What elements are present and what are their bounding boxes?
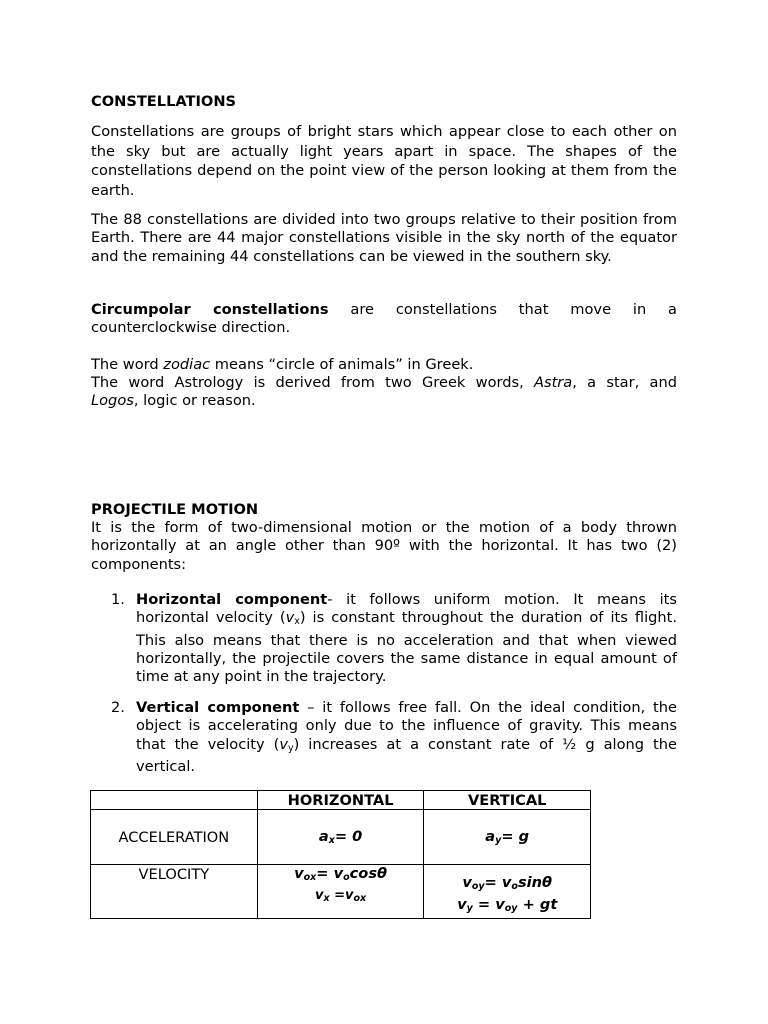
formula-mid: = v <box>484 874 512 891</box>
table-header-row <box>91 791 591 810</box>
constellations-paragraph-1: Constellations are groups of bright stars which appear close to each other on the sky but are actually light years apart in space. The shapes of the constellations depend on the point view of the person looking at them from the earth. <box>91 123 677 199</box>
formula-sub: ox <box>303 872 317 883</box>
table-header-empty <box>91 791 258 810</box>
circumpolar-line-1 <box>91 301 677 319</box>
formula-sub: o <box>511 881 518 892</box>
formula-line <box>258 865 424 887</box>
formula-sub: x <box>328 835 335 846</box>
circumpolar-paragraph <box>91 301 677 338</box>
formula-line <box>424 896 590 918</box>
astrology-line-1 <box>91 374 677 392</box>
circumpolar-term: Circumpolar constellations <box>91 301 329 318</box>
astrology-line-2 <box>91 392 677 410</box>
list-item-text-a: – it follows free fall. On the ideal condition, the object is accelerating only due to the influence of gravity. This means that the velocity ( <box>136 699 677 753</box>
list-number: 1. <box>111 591 125 608</box>
formula-var: v <box>314 888 324 903</box>
velocity-horizontal-formulas <box>257 865 424 919</box>
table-row <box>91 810 591 865</box>
formula-end: sinθ <box>517 874 553 891</box>
components-table <box>90 790 591 919</box>
formula-sub: y <box>466 903 473 914</box>
formula-sub: y <box>495 835 502 846</box>
formula-end: cosθ <box>349 865 388 882</box>
accel-vertical-formula <box>424 810 591 865</box>
constellations-paragraph-2: The 88 constellations are divided into two groups relative to their position from Earth. There are 44 major constellations visible in the sky north of the equator and the remaining 44 constellations can be viewed in the southern sky. <box>91 211 677 265</box>
row-label-acceleration: ACCELERATION <box>91 810 258 865</box>
projectile-intro: It is the form of two-dimensional motion or the motion of a body thrown horizontally at an angle other than 90º with the horizontal. It has two (2) components: <box>91 519 677 573</box>
list-item-horizontal <box>91 591 677 686</box>
logos-word: Logos <box>91 392 134 410</box>
formula-sub: oy <box>504 903 518 914</box>
formula-var: a <box>318 828 329 845</box>
zodiac-pre: The word <box>91 356 164 373</box>
list-item-body <box>136 591 677 686</box>
list-number: 2. <box>111 699 125 716</box>
list-item-term: Vertical component <box>136 699 300 716</box>
formula-rest: = 0 <box>334 828 363 845</box>
formula-rest: = g <box>501 828 530 845</box>
zodiac-post: means “circle of animals” in Greek. <box>210 356 474 373</box>
formula-end: + gt <box>517 896 558 913</box>
formula-sub: o <box>343 872 350 883</box>
accel-horizontal-formula <box>257 810 424 865</box>
formula-line <box>258 887 424 908</box>
velocity-sub: y <box>287 742 294 754</box>
formula-sub: x <box>323 893 330 904</box>
astrology-pre: The word Astrology is derived from two Greek words, <box>91 374 534 391</box>
astrology-mid: , a star, and <box>572 374 677 391</box>
formula-var: v <box>462 874 472 891</box>
velocity-vertical-formulas <box>424 865 591 919</box>
list-item-body <box>136 699 677 776</box>
row-label-velocity: VELOCITY <box>91 865 258 919</box>
velocity-var: v <box>285 609 295 627</box>
constellations-heading: CONSTELLATIONS <box>91 93 237 110</box>
circumpolar-line-1-rest: are constellations that move in a <box>350 301 677 318</box>
formula-sub: oy <box>471 881 485 892</box>
list-item-text-b: ) is constant throughout the duration of its flight. This also means that there is no acceleration and that when viewed horizontally, the projectile covers the same distance in equal amount of time at any point in the trajectory. <box>136 609 677 686</box>
list-item-term: Horizontal component <box>136 591 328 608</box>
formula-mid: = v <box>316 865 344 882</box>
velocity-sub: x <box>294 616 300 628</box>
list-item-text-b: ) increases at a constant rate of ½ g along the vertical. <box>136 735 677 775</box>
table-header-horizontal: HORIZONTAL <box>257 791 424 810</box>
formula-line <box>424 874 590 896</box>
zodiac-line <box>91 356 677 374</box>
astrology-post: , logic or reason. <box>133 392 256 410</box>
formula-var: v <box>294 865 304 882</box>
astrology-paragraph <box>91 374 677 411</box>
formula-var: a <box>485 828 496 845</box>
zodiac-word: zodiac <box>163 356 211 373</box>
projectile-heading: PROJECTILE MOTION <box>91 501 259 518</box>
formula-mid: =v <box>329 888 354 903</box>
formula-sub: ox <box>353 893 367 904</box>
velocity-var: v <box>279 735 288 753</box>
circumpolar-line-2: counterclockwise direction. <box>91 319 291 337</box>
table-header-vertical: VERTICAL <box>424 791 591 810</box>
formula-mid: = v <box>472 896 505 913</box>
table-row <box>91 865 591 919</box>
astra-word: Astra <box>534 374 573 391</box>
list-item-text-a: - it follows uniform motion. It means its horizontal velocity ( <box>136 591 677 627</box>
list-item-vertical <box>91 699 677 776</box>
formula-var: v <box>457 896 467 913</box>
